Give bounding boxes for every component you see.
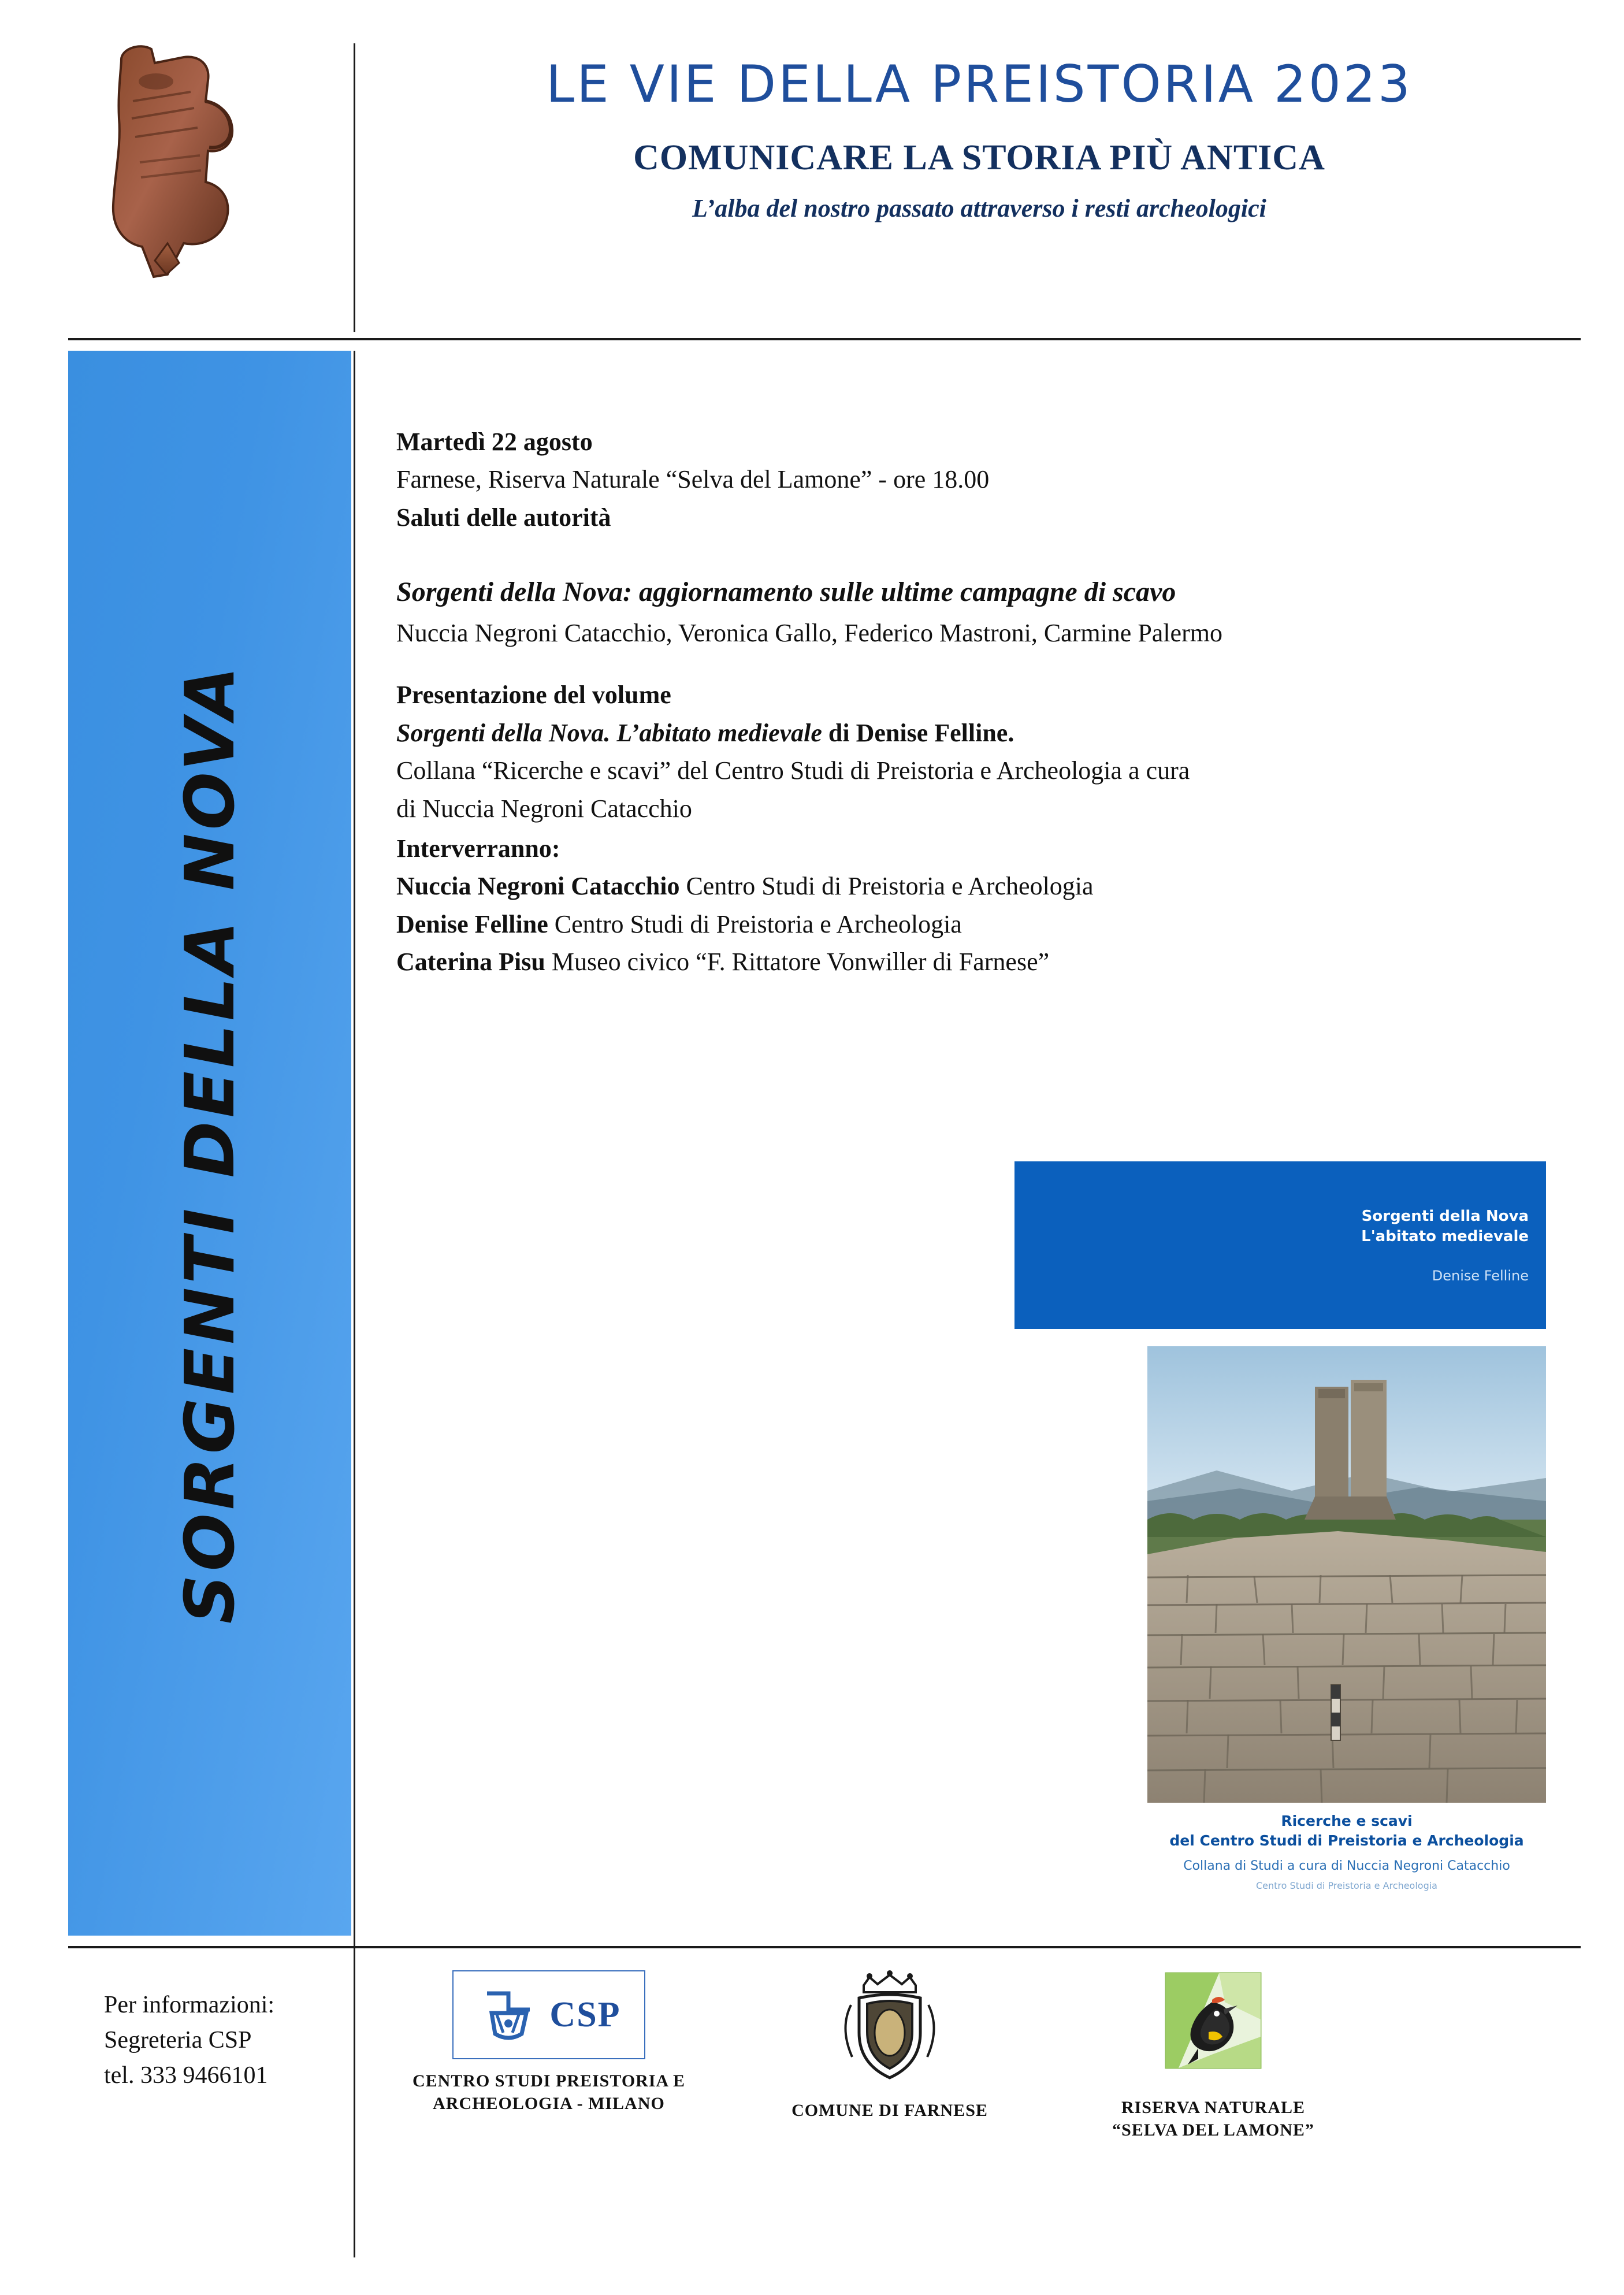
riserva-woodpecker-icon: [1155, 1967, 1271, 2083]
contact-phone: tel. 333 9466101: [104, 2062, 268, 2089]
riserva-logo-block: [1063, 1967, 1363, 2141]
book-cover-title-block: [1361, 1206, 1529, 1286]
csp-caption-line2: ARCHEOLOGIA - MILANO: [433, 2094, 665, 2113]
excavation-photo: [1147, 1346, 1546, 1803]
book-cover: [1014, 1161, 1546, 1918]
page-tagline: L’alba del nostro passato attraverso i resti archeologici: [692, 194, 1266, 223]
book-title: Sorgenti della Nova. L’abitato medievale: [396, 718, 822, 747]
spacer-1: [396, 540, 1569, 574]
presentation-label: Presentazione del volume: [396, 681, 671, 710]
contact-info: [104, 1988, 347, 2093]
book-cover-author: Denise Felline: [1432, 1268, 1529, 1284]
speakers-label: Interverranno:: [396, 834, 560, 863]
caption-series-line3: Collana di Studi a cura di Nuccia Negroni Catacchio: [1183, 1858, 1510, 1873]
speaker-affiliation: Centro Studi di Preistoria e Archeologia: [679, 872, 1094, 901]
csp-vase-icon: [477, 1983, 540, 2047]
presentation-block: [396, 678, 1569, 826]
header-text-block: [381, 55, 1577, 223]
caption-series-line1: Ricerche e scavi: [1281, 1813, 1413, 1829]
csp-logo-block: [399, 1970, 699, 2115]
book-cover-caption: [1147, 1811, 1546, 1891]
header-rule: [68, 338, 1581, 340]
riserva-caption-line1: RISERVA NATURALE: [1121, 2098, 1306, 2117]
event-details: [396, 425, 1569, 985]
footer-logos: [381, 1965, 1571, 2242]
speaker-row: [396, 945, 1569, 979]
talk-title: Sorgenti della Nova: aggiornamento sulle ultime campagne di scavo: [396, 577, 1176, 608]
speaker-name: Denise Felline: [396, 909, 548, 938]
csp-logo-icon: [452, 1970, 645, 2059]
comune-caption-line1: COMUNE DI FARNESE: [791, 2101, 988, 2120]
side-banner-label: SORGENTI DELLA NOVA: [170, 663, 250, 1624]
book-author: di Denise Felline.: [822, 718, 1014, 747]
page-subtitle: COMUNICARE LA STORIA PIÙ ANTICA: [633, 138, 1325, 178]
comune-crest-icon: [829, 1965, 950, 2086]
speaker-affiliation: Museo civico “F. Rittatore Vonwiller di Farnese”: [545, 948, 1050, 976]
speaker-name: Nuccia Negroni Catacchio: [396, 872, 680, 901]
poster-header: [0, 0, 1624, 338]
content-vertical-divider: [354, 351, 355, 2257]
csp-caption-line1: CENTRO STUDI PREISTORIA E: [412, 2071, 686, 2090]
csp-logo-caption: [399, 2070, 699, 2115]
contact-line-1: Per informazioni:: [104, 1992, 275, 2018]
comune-logo-block: [739, 1965, 1040, 2122]
book-title-line: [396, 716, 1569, 750]
caption-series-line2: del Centro Studi di Preistoria e Archeologia: [1169, 1832, 1524, 1849]
speaker-row: [396, 907, 1569, 941]
speaker-affiliation: Centro Studi di Preistoria e Archeologia: [548, 909, 962, 938]
comune-logo-caption: [739, 2099, 1040, 2122]
talk-speakers: Nuccia Negroni Catacchio, Veronica Gallo, Federico Mastroni, Carmine Palermo: [396, 618, 1222, 647]
event-date-block: [396, 425, 1569, 534]
series-line-2: di Nuccia Negroni Catacchio: [396, 794, 692, 823]
series-line-1: Collana “Ricerche e scavi” del Centro Studi di Preistoria e Archeologia a cura: [396, 756, 1190, 785]
prehistoric-vase-icon: [87, 32, 272, 303]
riserva-logo-caption: [1063, 2096, 1363, 2141]
csp-logo-text: CSP: [549, 1995, 621, 2034]
riserva-caption-line2: “SELVA DEL LAMONE”: [1112, 2121, 1314, 2140]
event-greetings: Saluti delle autorità: [396, 503, 611, 532]
side-banner: [68, 351, 351, 1936]
book-cover-title-line2: L'abitato medievale: [1361, 1228, 1529, 1246]
speaker-name: Caterina Pisu: [396, 948, 545, 976]
book-cover-banner: [1014, 1161, 1546, 1329]
header-vertical-divider: [354, 43, 355, 332]
footer-rule: [68, 1946, 1581, 1948]
book-cover-title-line1: Sorgenti della Nova: [1361, 1208, 1529, 1225]
event-date: Martedì 22 agosto: [396, 428, 593, 456]
contact-line-2: Segreteria CSP: [104, 2026, 252, 2053]
spacer-2: [396, 656, 1569, 678]
event-venue: Farnese, Riserva Naturale “Selva del Lamone” - ore 18.00: [396, 465, 990, 494]
page-title: LE VIE DELLA PREISTORIA 2023: [546, 54, 1413, 114]
speaker-row: [396, 869, 1569, 903]
speakers-block: [396, 831, 1569, 979]
talk-block: [396, 574, 1569, 650]
caption-series-line4: Centro Studi di Preistoria e Archeologia: [1256, 1880, 1437, 1891]
